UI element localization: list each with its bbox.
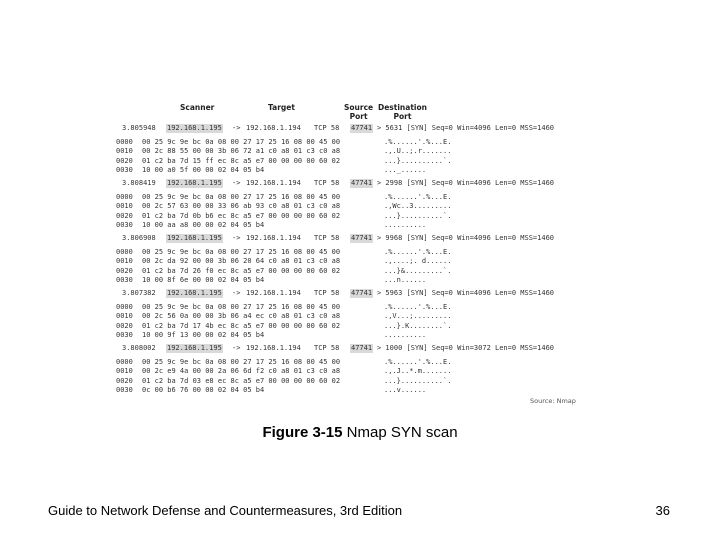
- hex-ascii: ...}..........`.: [384, 376, 452, 385]
- packet-summary-row: [116, 124, 586, 133]
- packet-protocol: TCP 58: [314, 179, 340, 187]
- packet-source-ip: 192.168.1.195: [167, 179, 222, 187]
- packet-capture-figure: [116, 100, 586, 410]
- hex-bytes: 00 2c 57 63 00 00 33 06 ab 93 c0 a8 01 c3 c0 a8: [142, 202, 341, 211]
- hex-bytes: 00 2c 88 55 00 00 3b 06 72 a1 c0 a8 01 c3 c0 a8: [142, 147, 341, 156]
- hex-offset: 0000: [116, 138, 133, 146]
- hex-offset: 0030: [116, 220, 133, 229]
- hex-offset: 0010: [116, 367, 133, 376]
- packet-arrow: ->: [232, 179, 241, 187]
- figure-caption-text: Nmap SYN scan: [346, 424, 458, 441]
- hex-ascii: ...n......: [384, 275, 427, 284]
- hex-offset: 0020: [116, 156, 133, 165]
- header-source-port: [344, 103, 373, 121]
- hex-dump-row: [116, 138, 586, 147]
- hex-offset: 0000: [116, 193, 133, 201]
- packet-info: > 1000 [SYN] Seq=0 Win=3072 Len=0 MSS=1460: [377, 344, 555, 352]
- packet-info: > 5631 [SYN] Seq=0 Win=4096 Len=0 MSS=1460: [377, 124, 555, 132]
- packet-protocol: TCP 58: [314, 124, 340, 132]
- packet-source-ip: 192.168.1.195: [167, 124, 222, 132]
- hex-dump-row: [116, 386, 586, 395]
- hex-offset: 0010: [116, 257, 133, 266]
- hex-bytes: 0c 00 b6 76 00 00 02 04 05 b4: [142, 385, 265, 394]
- hex-ascii: ...v......: [384, 385, 427, 394]
- packet-info: > 5963 [SYN] Seq=0 Win=4096 Len=0 MSS=1460: [377, 289, 555, 297]
- packet-arrow: ->: [232, 344, 241, 352]
- packet-arrow: ->: [232, 289, 241, 297]
- packet-source-port: 47741: [351, 179, 373, 187]
- hex-dump-row: [116, 331, 586, 340]
- hex-ascii: ..._......: [384, 165, 427, 174]
- hex-offset: 0020: [116, 266, 133, 275]
- hex-dump-row: [116, 267, 586, 276]
- hex-dump-row: [116, 202, 586, 211]
- hex-offset: 0000: [116, 303, 133, 311]
- header-source-label: Source: [344, 103, 374, 112]
- hex-ascii: .%......'.%...E.: [384, 248, 452, 256]
- hex-bytes: 10 00 9f 13 00 00 02 04 05 b4: [142, 330, 265, 339]
- packet-source-ip: 192.168.1.195: [167, 289, 222, 297]
- hex-offset: 0020: [116, 321, 133, 330]
- header-destination-port: [378, 103, 427, 121]
- hex-dump-row: [116, 312, 586, 321]
- packet-destination-ip: 192.168.1.194: [246, 344, 301, 352]
- hex-ascii: .,V...;.........: [384, 312, 452, 321]
- hex-bytes: 00 2c da 92 00 00 3b 06 20 64 c0 a8 01 c3 c0 a8: [142, 257, 341, 266]
- packet-summary-row: [116, 344, 586, 353]
- hex-dump-row: [116, 367, 586, 376]
- hex-ascii: .,Wc..3.........: [384, 202, 452, 211]
- hex-ascii: .%......'.%...E.: [384, 303, 452, 311]
- hex-offset: 0030: [116, 275, 133, 284]
- hex-bytes: 00 25 9c 9e bc 0a 08 00 27 17 25 16 08 00 45 00: [142, 358, 341, 366]
- hex-dump-row: [116, 147, 586, 156]
- hex-bytes: 00 2c 56 0a 00 00 3b 06 a4 ec c0 a8 01 c3 c0 a8: [142, 312, 341, 321]
- hex-offset: 0020: [116, 211, 133, 220]
- hex-ascii: ...}..........`.: [384, 156, 452, 165]
- hex-offset: 0030: [116, 330, 133, 339]
- packet-time: 3.807382: [122, 289, 156, 297]
- header-destination-sub: Port: [393, 112, 412, 121]
- source-credit: Source: Nmap: [530, 397, 576, 405]
- hex-ascii: .,.U..;.r.......: [384, 147, 452, 156]
- hex-offset: 0010: [116, 312, 133, 321]
- hex-ascii: .%......'.%...E.: [384, 138, 452, 146]
- packet-time: 3.808419: [122, 179, 156, 187]
- hex-ascii: ..........: [384, 220, 427, 229]
- packet-time: 3.808002: [122, 344, 156, 352]
- hex-bytes: 01 c2 ba 7d 26 f0 ec 8c a5 e7 00 00 00 00 60 02: [142, 266, 341, 275]
- hex-ascii: ...}&.........`.: [384, 266, 452, 275]
- header-target: Target: [268, 103, 295, 112]
- hex-ascii: ..........: [384, 330, 427, 339]
- packet-source-port: 47741: [351, 234, 373, 242]
- hex-dump-row: [116, 358, 586, 367]
- hex-dump-row: [116, 221, 586, 230]
- hex-dump-row: [116, 377, 586, 386]
- header-scanner: Scanner: [180, 103, 215, 112]
- hex-bytes: 01 c2 ba 7d 15 ff ec 8c a5 e7 00 00 00 00 60 02: [142, 156, 341, 165]
- packet-source-port: 47741: [351, 344, 373, 352]
- packet-arrow: ->: [232, 124, 241, 132]
- hex-offset: 0010: [116, 147, 133, 156]
- packet-destination-ip: 192.168.1.194: [246, 179, 301, 187]
- hex-bytes: 01 c2 ba 7d 03 e8 ec 8c a5 e7 00 00 00 00 60 02: [142, 376, 341, 385]
- packet-time: 3.805948: [122, 124, 156, 132]
- hex-ascii: .%......'.%...E.: [384, 193, 452, 201]
- hex-ascii: .%......'.%...E.: [384, 358, 452, 366]
- hex-dump-row: [116, 193, 586, 202]
- hex-dump-row: [116, 257, 586, 266]
- hex-ascii: .,....;. d......: [384, 257, 452, 266]
- hex-dump-row: [116, 303, 586, 312]
- hex-bytes: 00 25 9c 9e bc 0a 08 00 27 17 25 16 08 00 45 00: [142, 138, 341, 146]
- packet-protocol: TCP 58: [314, 344, 340, 352]
- packet-destination-ip: 192.168.1.194: [246, 234, 301, 242]
- hex-dump-row: [116, 248, 586, 257]
- packet-destination-ip: 192.168.1.194: [246, 289, 301, 297]
- packet-summary-row: [116, 289, 586, 298]
- hex-offset: 0030: [116, 165, 133, 174]
- hex-ascii: ...}..........`.: [384, 211, 452, 220]
- hex-offset: 0020: [116, 376, 133, 385]
- packet-source-ip: 192.168.1.195: [167, 344, 222, 352]
- hex-offset: 0010: [116, 202, 133, 211]
- footer-book-title: Guide to Network Defense and Countermeasures, 3rd Edition: [48, 503, 403, 518]
- hex-bytes: 10 00 a0 5f 00 00 02 04 05 b4: [142, 165, 265, 174]
- page-number: 36: [655, 503, 670, 518]
- hex-bytes: 10 00 aa a8 00 00 02 04 05 b4: [142, 220, 265, 229]
- hex-offset: 0000: [116, 358, 133, 366]
- hex-bytes: 01 c2 ba 7d 17 4b ec 8c a5 e7 00 00 00 00 60 02: [142, 321, 341, 330]
- packet-summary-row: [116, 234, 586, 243]
- packet-source-port: 47741: [351, 124, 373, 132]
- figure-caption: [0, 424, 720, 441]
- hex-dump-row: [116, 157, 586, 166]
- header-destination-label: Destination: [378, 103, 427, 112]
- hex-bytes: 00 2c e9 4a 00 00 2a 06 6d f2 c0 a8 01 c3 c0 a8: [142, 367, 341, 376]
- hex-dump-row: [116, 322, 586, 331]
- packet-source-port: 47741: [351, 289, 373, 297]
- hex-offset: 0030: [116, 385, 133, 394]
- hex-dump-row: [116, 276, 586, 285]
- figure-number: Figure 3-15: [262, 424, 343, 441]
- packet-destination-ip: 192.168.1.194: [246, 124, 301, 132]
- hex-ascii: .,.J..*.m.......: [384, 367, 452, 376]
- packet-arrow: ->: [232, 234, 241, 242]
- packet-summary-row: [116, 179, 586, 188]
- packet-time: 3.806908: [122, 234, 156, 242]
- header-source-sub: Port: [349, 112, 368, 121]
- hex-bytes: 01 c2 ba 7d 0b b6 ec 8c a5 e7 00 00 00 00 60 02: [142, 211, 341, 220]
- packet-source-ip: 192.168.1.195: [167, 234, 222, 242]
- packet-protocol: TCP 58: [314, 289, 340, 297]
- hex-dump-row: [116, 212, 586, 221]
- hex-bytes: 00 25 9c 9e bc 0a 08 00 27 17 25 16 08 00 45 00: [142, 303, 341, 311]
- hex-bytes: 00 25 9c 9e bc 0a 08 00 27 17 25 16 08 00 45 00: [142, 193, 341, 201]
- hex-offset: 0000: [116, 248, 133, 256]
- packet-info: > 9968 [SYN] Seq=0 Win=4096 Len=0 MSS=1460: [377, 234, 555, 242]
- hex-dump-row: [116, 166, 586, 175]
- hex-bytes: 00 25 9c 9e bc 0a 08 00 27 17 25 16 08 00 45 00: [142, 248, 341, 256]
- packet-info: > 2998 [SYN] Seq=0 Win=4096 Len=0 MSS=1460: [377, 179, 555, 187]
- hex-ascii: ...}.K........`.: [384, 321, 452, 330]
- hex-bytes: 10 00 8f 6e 00 00 02 04 05 b4: [142, 275, 265, 284]
- packet-protocol: TCP 58: [314, 234, 340, 242]
